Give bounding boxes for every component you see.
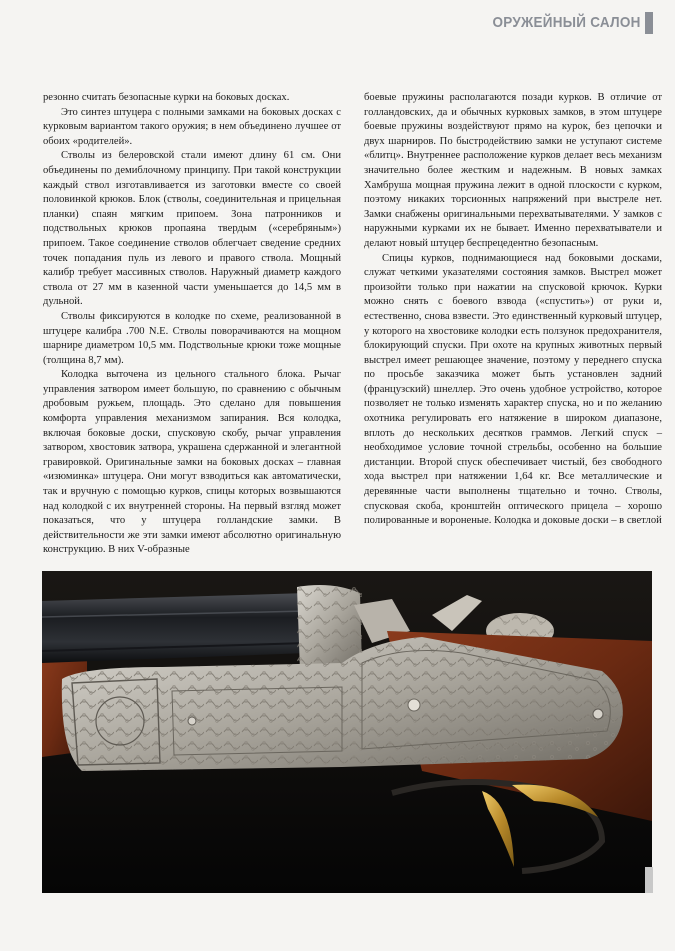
paragraph: Стволы из белеровской стали имеют длину 61 см. Они объединены по демиблочному принципу. При такой конструкции каждый ствол изготавливается из заготовки вместе со своей половинкой крюков. Блок (стволы, соединительная и прицельная планки) спаян мягким припоем. Зона патронников и подствольных крюков пропаяна твердым («серебряным») припоем. Такое соединение стволов облегчает сведение средних точек попадания пуль из левого и правого ствола. Мощный калибр требует массивных стволов. Наружный диаметр каждого ствола от 27 мм в казенной части уменьшается до 14,5 мм в дульной. <box>43 150 341 308</box>
paragraph: Это синтез штуцера с полными замками на боковых досках с курковым вариантом такого оружия; в нем объединено лучшее от обоих «родителей». <box>43 106 341 147</box>
section-title: ОРУЖЕЙНЫЙ САЛОН <box>492 14 641 31</box>
paragraph: Стволы фиксируются в колодке по схеме, реализованной в штуцере калибра .700 N.E. Стволы поворачиваются на мощном шарнире диаметром 10,5 мм. Подствольные крюки тоже мощные (толщина 8,7 мм). <box>43 310 341 366</box>
paragraph: резонно считать безопасные курки на боковых досках. <box>43 92 290 103</box>
text-column-right <box>364 91 662 529</box>
page-header <box>0 0 675 40</box>
page-edge-marker <box>645 867 653 893</box>
paragraph: Колодка выточена из цельного стального блока. Рычаг управления затвором имеет большую, по сравнению с обычным дробовым ружьем, площадь. Это сделано для повышения комфорта управления механизмом запирания. Вся колодка, включая боковые доски, спусковую скобу, рычаг управления затвором, хвостовик затвора, украшена сдержанной и элегантной гравировкой. Оригинальные замки на боковых досках – главная «изюминка» штуцера. Они могут взводиться как автоматически, так и вручную с помощью курков, спицы которых возвышаются над колодкой с их внутренней стороны. На первый взгляд может показаться, что у штуцера голландские замки. В действительности же эти замки имеют абсолютно оригинальную конструкцию. В них V-образные <box>43 369 341 556</box>
paragraph: боевые пружины располагаются позади курков. В отличие от голландовских, да и обычных курковых замков, в этом штуцере боевые пружины воздействуют прямо на курок, без цепочки и двух шарниров. По быстродействию замки не уступают системе «блитц». Внутреннее расположение курков делает весь механизм значительно более жестким и надежным. В новых замках Хамбруша мощная пружина лежит в одной плоскости с курком, поэтому никаких торсионных напряжений при выстреле нет. Замки снабжены оригинальными перехватывателями. У замков с наружными курками их не бывает. Именно перехватыватели и делают новый штуцер беспрецедентно безопасным. <box>364 92 662 249</box>
paragraph: Спицы курков, поднимающиеся над боковыми досками, служат четкими указателями состояния замков. Выстрел может произойти только при нажатии на спусковой крючок. Курки можно снять с боевого взвода («спустить») от руки и, естественно, снова взвести. Это единственный курковый штуцер, у которого на хвостовике колодки есть ползунок предохранителя, блокирующий спуски. При охоте на крупных животных первый выстрел имеет решающее значение, поэтому у переднего спуска по просьбе заказчика может быть установлен задний (французский) шнеллер. Это очень удобное устройство, которое позволяет не только изменять характер спуска, но и по желанию охотника регулировать его натяжение в широком диапазоне, вплоть до нескольких десятков граммов. Легкий спуск – необходимое условие точной стрельбы, особенно на большие дистанции. Второй спуск обеспечивает чистый, без свободного хода выстрел при натяжении 1,64 кг. Все металлические и деревянные части выполнены тщательно и точно. Стволы, спусковая скоба, кронштейн оптического прицела – хорошо полированные и вороненые. Колодка и доковые доски – в светлой <box>364 252 662 527</box>
rifle-action-photo <box>42 571 652 893</box>
header-marker <box>645 12 653 34</box>
text-column-left <box>43 91 341 558</box>
